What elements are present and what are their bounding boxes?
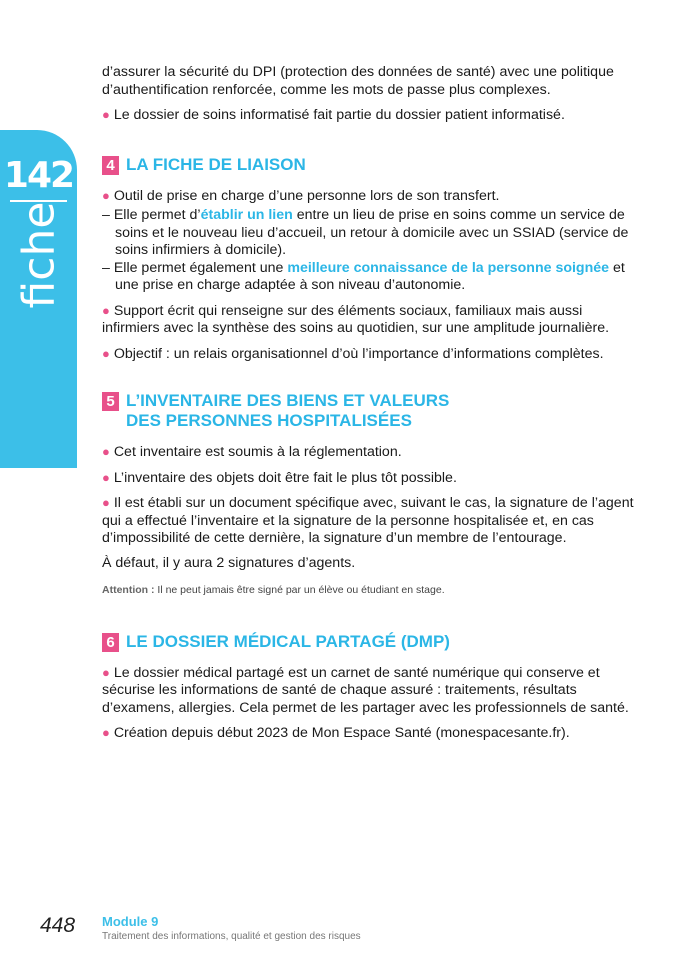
section-6-heading xyxy=(102,632,640,652)
dash-item: – Elle permet d’établir un lien entre un lieu de prise en soins comme un service de soins et le nouveau lieu d’accueil, un retour à domicile avec un SSIAD (service de soins infirmiers à domicile). xyxy=(102,207,629,258)
fiche-number: 142 xyxy=(3,155,74,196)
intro-bullet: ● Le dossier de soins informatisé fait partie du dossier patient informatisé. xyxy=(102,107,565,123)
intro-line: d’assurer la sécurité du DPI (protection des données de santé) avec une politique xyxy=(102,64,614,80)
section-number: 5 xyxy=(102,392,119,411)
fiche-label: fiche xyxy=(13,201,65,309)
bullet: ● L’inventaire des objets doit être fait le plus tôt possible. xyxy=(102,469,457,486)
section-title: L’INVENTAIRE DES BIENS ET VALEURS DES PERSONNES HOSPITALISÉES xyxy=(126,391,450,430)
section-4-heading xyxy=(102,155,640,175)
intro-line: d’authentification renforcée, comme les mots de passe plus complexes. xyxy=(102,81,551,98)
page-number: 448 xyxy=(40,914,76,937)
section-5-heading xyxy=(102,391,640,431)
bullet: ● Il est établi sur un document spécifique avec, suivant le cas, la signature de l’agent qui a effectué l’inventaire et la signature de la personne hospitalisée et, en cas d’impossibilité de cette dernière, la signature d’un membre de l’entourage. xyxy=(102,495,634,546)
section-number: 6 xyxy=(102,633,119,652)
bullet: ● Objectif : un relais organisationnel d’où l’importance d’informations complètes. xyxy=(102,345,604,362)
section-title: LE DOSSIER MÉDICAL PARTAGÉ (DMP) xyxy=(126,631,450,651)
module-label: Module 9 xyxy=(102,914,159,929)
section-title: LA FICHE DE LIAISON xyxy=(126,154,306,174)
dash-item: – Elle permet également une meilleure connaissance de la personne soignée et une prise en charge adaptée à son niveau d’autonomie. xyxy=(102,259,625,293)
bullet: ● Le dossier médical partagé est un carnet de santé numérique qui conserve et sécurise les informations de santé de chaque assuré : traitements, résultats d’examens, allergies. Cela permet de les partager avec les professionnels de santé. xyxy=(102,664,629,716)
attention-note: Attention : Il ne peut jamais être signé par un élève ou étudiant en stage. xyxy=(102,584,445,596)
bullet: ● Outil de prise en charge d’une personne lors de son transfert. xyxy=(102,187,500,204)
bullet: ● Création depuis début 2023 de Mon Espace Santé (monespacesante.fr). xyxy=(102,725,570,741)
bullet: ● Support écrit qui renseigne sur des éléments sociaux, familiaux mais aussi infirmiers avec la synthèse des soins au quotidien, sur une amplitude journalière. xyxy=(102,302,610,336)
bullet: ● Cet inventaire est soumis à la réglementation. xyxy=(102,444,402,460)
module-subtitle: Traitement des informations, qualité et gestion des risques xyxy=(102,931,361,942)
text-line: À défaut, il y aura 2 signatures d’agents. xyxy=(102,554,356,571)
section-number: 4 xyxy=(102,156,119,175)
main-content xyxy=(102,64,640,743)
